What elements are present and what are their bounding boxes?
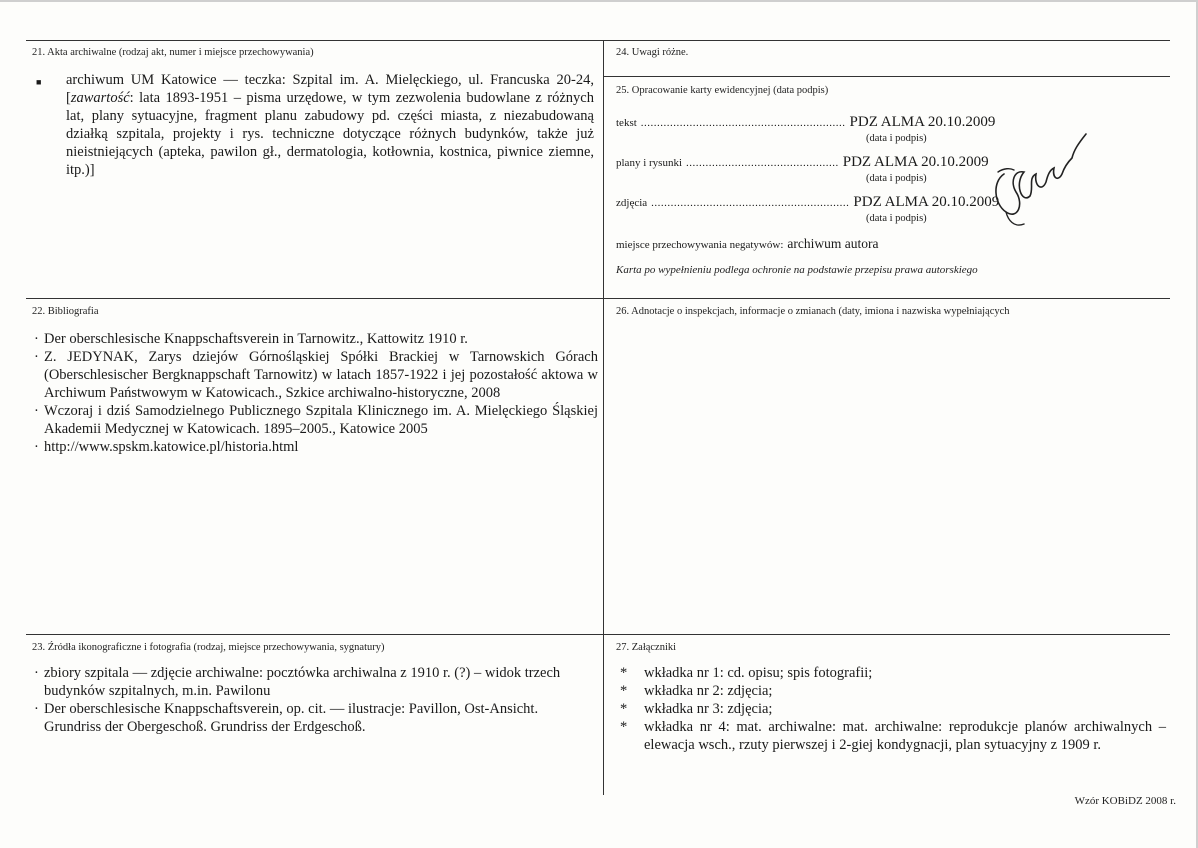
row-sublabel: (data i podpis) xyxy=(866,133,927,144)
signature-row-photos xyxy=(616,194,999,211)
list-item xyxy=(32,700,594,736)
asterisk-icon: * xyxy=(620,683,628,699)
dotted-leader: ............................................................... xyxy=(640,117,846,129)
section-22 xyxy=(32,305,598,456)
list-item xyxy=(32,330,598,348)
form-template-footer: Wzór KOBiDZ 2008 r. xyxy=(1074,795,1176,807)
section-27 xyxy=(616,641,1166,754)
iconography-list xyxy=(32,664,594,736)
archival-records-list xyxy=(32,71,594,179)
attachments-list xyxy=(616,664,1166,754)
list-item xyxy=(616,700,1166,718)
section-25-title: 25. Opracowanie karty ewidencyjnej (data podpis) xyxy=(616,85,829,96)
bullet-icon: · xyxy=(34,439,39,455)
section-24 xyxy=(616,46,1166,59)
list-item xyxy=(616,664,1166,682)
list-item xyxy=(32,402,598,438)
section-23 xyxy=(32,641,594,736)
rule-row3 xyxy=(26,634,1170,635)
list-item xyxy=(32,664,594,700)
negatives-row xyxy=(616,236,878,252)
section-25 xyxy=(616,84,1166,294)
signature-row-text xyxy=(616,114,995,131)
section-24-title: 24. Uwagi różne. xyxy=(616,47,689,58)
bibliography-entry: Z. JEDYNAK, Zarys dziejów Górnośląskiej Spółki Brackiej w Tarnowskich Górach (Oberschlesischer Bergknappschaft Tarnowitz) w latach 1857-1922 i jej pozostałość aktowa w Archiwum Państwowym w Katowicach., Szkice archiwalno-historyczne, 2008 xyxy=(44,349,598,401)
archival-record-text: archiwum UM Katowice — teczka: Szpital im. A. Mielęckiego, ul. Francuska 20-24, [ xyxy=(66,72,594,106)
row-label: zdjęcia xyxy=(616,197,648,209)
copyright-note: Karta po wypełnieniu podlega ochronie na podstawie przepisu prawa autorskiego xyxy=(616,264,978,276)
dotted-leader: ............................................... xyxy=(686,157,839,169)
list-item xyxy=(616,682,1166,700)
dotted-leader: ............................................................. xyxy=(651,197,850,209)
bullet-icon: · xyxy=(34,331,39,347)
section-21-title: 21. Akta archiwalne (rodzaj akt, numer i miejsce przechowywania) xyxy=(32,47,314,58)
bullet-icon: · xyxy=(34,665,39,681)
iconography-entry: zbiory szpitala — zdjęcie archiwalne: pocztówka archiwalna z 1910 r. (?) – widok trzech budynków szpitalnych, m.in. Pawilonu xyxy=(44,665,561,699)
row-sublabel: (data i podpis) xyxy=(866,213,927,224)
negatives-value: archiwum autora xyxy=(787,236,879,251)
list-item xyxy=(32,438,598,456)
rule-row2 xyxy=(26,298,1170,299)
row-value: PDZ ALMA 20.10.2009 xyxy=(853,194,1000,210)
attachment-entry: wkładka nr 4: mat. archiwalne: mat. archiwalne: reprodukcje planów archiwalnych – elewacja wsch., rzuty pierwszej i 2-giej kondygnacji, plan sytuacyjny z 1909 r. xyxy=(644,719,1166,753)
bullet-icon: · xyxy=(34,349,39,365)
list-item xyxy=(32,71,594,179)
iconography-entry: Der oberschlesische Knappschaftsverein, op. cit. — ilustracje: Pavillon, Ost-Ansicht. Grundriss der Obergeschoß. Grundriss der Erdgeschoß. xyxy=(44,701,539,735)
attachment-entry: wkładka nr 1: cd. opisu; spis fotografii; xyxy=(644,665,873,681)
attachment-entry: wkładka nr 2: zdjęcia; xyxy=(644,683,773,699)
rule-top xyxy=(26,40,1170,41)
rule-24-25 xyxy=(604,76,1170,77)
section-26-title: 26. Adnotacje o inspekcjach, informacje o zmianach (daty, imiona i nazwiska wypełniających xyxy=(616,306,1010,317)
asterisk-icon: * xyxy=(620,701,628,717)
bibliography-list xyxy=(32,330,598,456)
square-bullet-icon: ■ xyxy=(36,77,42,87)
bibliography-link[interactable]: http://www.spskm.katowice.pl/historia.html xyxy=(44,439,299,455)
row-value: PDZ ALMA 20.10.2009 xyxy=(849,114,996,130)
handwritten-signature xyxy=(984,112,1094,232)
asterisk-icon: * xyxy=(620,665,628,681)
row-sublabel: (data i podpis) xyxy=(866,173,927,184)
row-value: PDZ ALMA 20.10.2009 xyxy=(842,154,989,170)
section-26 xyxy=(616,305,1166,318)
bullet-icon: · xyxy=(34,701,39,717)
section-22-title: 22. Bibliografia xyxy=(32,306,99,317)
bullet-icon: · xyxy=(34,403,39,419)
signature-row-plans xyxy=(616,154,989,171)
archival-record-emphasis: zawartość xyxy=(70,90,130,106)
bibliography-entry: Der oberschlesische Knappschaftsverein in Tarnowitz., Kattowitz 1910 r. xyxy=(44,331,468,347)
asterisk-icon: * xyxy=(620,719,628,735)
scan-edge-top xyxy=(0,0,1198,2)
list-item xyxy=(616,718,1166,754)
archival-record-contents: : lata 1893-1951 – pisma urzędowe, w tym zezwolenia budowlane z różnych lat, plany sytuacyjne, fragment planu zabudowy pd. części miasta, z niezabudowaną działką szpitala, projekty i rys. techniczne dotyczące różnych budynków, także już nieistniejących (apteka, pawilon gł., dermatologia, kotłownia, kostnica, piwnice ziemne, itp.)] xyxy=(66,90,594,178)
row-label: tekst xyxy=(616,117,637,129)
section-27-title: 27. Załączniki xyxy=(616,642,677,653)
negatives-label: miejsce przechowywania negatywów: xyxy=(616,239,784,251)
column-divider xyxy=(603,40,604,795)
section-21 xyxy=(32,46,594,179)
attachment-entry: wkładka nr 3: zdjęcia; xyxy=(644,701,773,717)
list-item xyxy=(32,348,598,402)
section-23-title: 23. Źródła ikonograficzne i fotografia (rodzaj, miejsce przechowywania, sygnatury) xyxy=(32,642,385,653)
row-label: plany i rysunki xyxy=(616,157,682,169)
bibliography-entry: Wczoraj i dziś Samodzielnego Publicznego Szpitala Klinicznego im. A. Mielęckiego Śląskiej Akademii Medycznej w Katowicach. 1895–2005., Katowice 2005 xyxy=(44,403,598,437)
